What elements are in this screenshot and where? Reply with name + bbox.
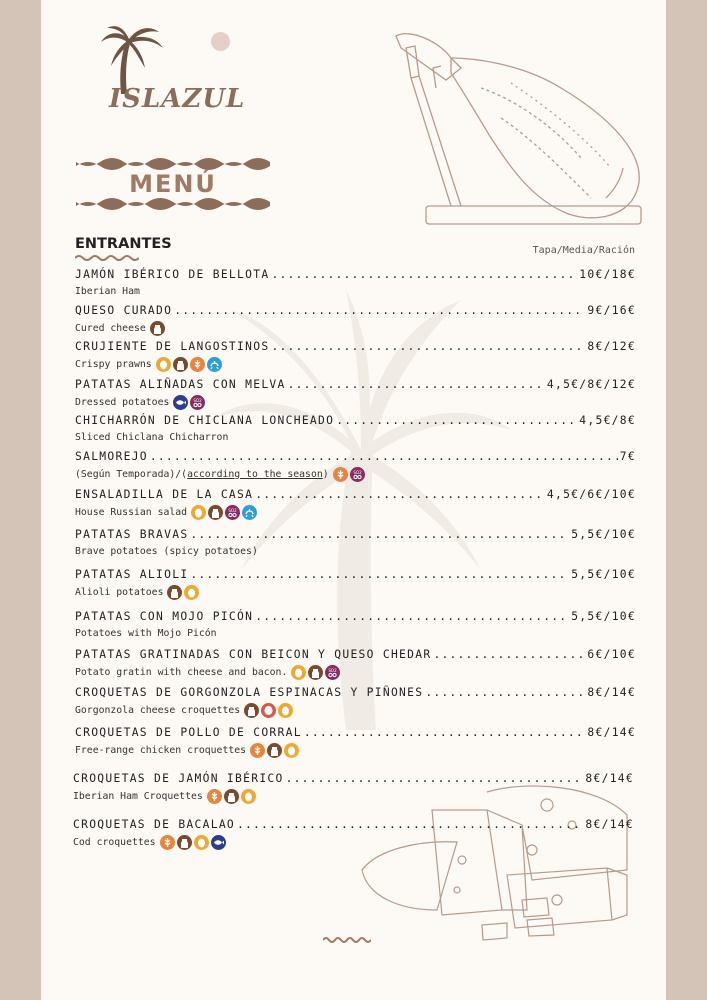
egg-icon bbox=[278, 703, 293, 718]
item-name: SALMOREJO bbox=[75, 450, 148, 463]
item-name: PATATAS CON MOJO PICÓN bbox=[75, 610, 254, 623]
fish-icon bbox=[173, 395, 188, 410]
item-price: 8€/14€ bbox=[585, 818, 634, 831]
menu-item bbox=[75, 304, 636, 336]
gluten-icon bbox=[160, 835, 175, 850]
item-name: PATATAS BRAVAS bbox=[75, 528, 189, 541]
milk-icon bbox=[224, 789, 239, 804]
menu-item bbox=[75, 648, 636, 680]
dot-leader bbox=[174, 304, 585, 318]
allergen-icons bbox=[191, 505, 257, 520]
egg-icon bbox=[184, 585, 199, 600]
item-description: Potatoes with Mojo Picón bbox=[75, 628, 217, 639]
svg-text:SO2: SO2 bbox=[193, 398, 202, 403]
menu-item bbox=[75, 568, 636, 600]
item-description: Iberian Ham bbox=[75, 286, 140, 297]
allergen-icons bbox=[160, 835, 226, 850]
svg-text:SO2: SO2 bbox=[328, 668, 337, 673]
nuts-icon bbox=[261, 703, 276, 718]
dot-leader bbox=[150, 450, 618, 464]
cheese-illustration bbox=[357, 780, 637, 945]
item-description: Brave potatoes (spicy potatoes) bbox=[75, 546, 258, 557]
item-price: 9€/16€ bbox=[587, 304, 636, 317]
menu-item bbox=[75, 488, 636, 520]
item-name: CRUJIENTE DE LANGOSTINOS bbox=[75, 340, 270, 353]
gluten-icon bbox=[250, 743, 265, 758]
milk-icon bbox=[208, 505, 223, 520]
item-name: CROQUETAS DE JAMÓN IBÉRICO bbox=[73, 772, 284, 785]
menu-item bbox=[73, 772, 634, 804]
item-description: Potato gratin with cheese and bacon. bbox=[75, 666, 288, 678]
dot-leader bbox=[190, 528, 569, 542]
egg-icon bbox=[191, 505, 206, 520]
item-description: Sliced Chiclana Chicharron bbox=[75, 432, 229, 443]
item-description: Alioli potatoes bbox=[75, 586, 164, 598]
item-description: Cod croquettes bbox=[73, 836, 156, 848]
item-description: Iberian Ham Croquettes bbox=[73, 790, 203, 802]
allergen-icons bbox=[173, 395, 205, 410]
dot-leader bbox=[288, 378, 545, 392]
item-description: Dressed potatoes bbox=[75, 396, 170, 408]
menu-item bbox=[75, 414, 636, 445]
item-description-prefix: (Según Temporada)/( bbox=[75, 468, 188, 480]
allergen-icons bbox=[244, 703, 293, 718]
svg-text:SO2: SO2 bbox=[228, 508, 237, 513]
item-price: 5,5€/10€ bbox=[571, 610, 636, 623]
menu-item bbox=[75, 378, 636, 410]
egg-icon bbox=[284, 743, 299, 758]
allergen-icons bbox=[250, 743, 299, 758]
sulphites-icon bbox=[350, 467, 365, 482]
menu-item bbox=[75, 450, 636, 482]
dot-leader bbox=[286, 772, 584, 786]
milk-icon bbox=[308, 665, 323, 680]
allergen-icons bbox=[291, 665, 340, 680]
dot-leader bbox=[433, 648, 585, 662]
item-name: PATATAS GRATINADAS CON BEICON Y QUESO CHEDAR bbox=[75, 648, 432, 661]
item-name: JAMÓN IBÉRICO DE BELLOTA bbox=[75, 268, 270, 281]
section-title: ENTRANTES bbox=[75, 236, 172, 252]
item-price: 10€/18€ bbox=[579, 268, 636, 281]
season-link[interactable]: according to the season bbox=[187, 468, 323, 480]
item-price: 7€ bbox=[619, 450, 636, 463]
egg-icon bbox=[194, 835, 209, 850]
allergen-icons bbox=[156, 357, 222, 372]
egg-icon bbox=[241, 789, 256, 804]
dot-leader bbox=[336, 414, 577, 428]
item-price: 4,5€/8€/12€ bbox=[546, 378, 636, 391]
item-name: PATATAS ALIÑADAS CON MELVA bbox=[75, 378, 286, 391]
section-underline bbox=[75, 254, 139, 262]
item-name: CROQUETAS DE GORGONZOLA ESPINACAS Y PIÑONES bbox=[75, 686, 424, 699]
menu-item bbox=[75, 340, 636, 372]
dot-leader bbox=[237, 818, 583, 832]
dot-leader bbox=[255, 488, 545, 502]
ham-illustration bbox=[351, 28, 651, 233]
menu-title: MENÚ bbox=[129, 170, 217, 198]
milk-icon bbox=[177, 835, 192, 850]
item-price: 8€/14€ bbox=[585, 772, 634, 785]
price-header: Tapa/Media/Ración bbox=[532, 245, 635, 256]
sulphites-icon bbox=[190, 395, 205, 410]
dot-leader bbox=[271, 268, 577, 282]
milk-icon bbox=[267, 743, 282, 758]
item-name: CROQUETAS DE POLLO DE CORRAL bbox=[75, 726, 302, 739]
decorative-dot bbox=[211, 32, 230, 51]
fish-icon bbox=[211, 835, 226, 850]
item-description: Free-range chicken croquettes bbox=[75, 744, 247, 756]
menu-item bbox=[75, 610, 636, 641]
item-description: Cured cheese bbox=[75, 322, 146, 334]
menu-page bbox=[41, 0, 666, 1000]
bottom-wave bbox=[323, 936, 371, 944]
milk-icon bbox=[244, 703, 259, 718]
item-description-suffix: ) bbox=[322, 468, 329, 480]
item-description: House Russian salad bbox=[75, 506, 188, 518]
item-name: PATATAS ALIOLI bbox=[75, 568, 189, 581]
dot-leader bbox=[190, 568, 569, 582]
menu-item bbox=[75, 686, 636, 718]
item-price: 5,5€/10€ bbox=[571, 528, 636, 541]
item-price: 8€/14€ bbox=[587, 686, 636, 699]
item-price: 4,5€/6€/10€ bbox=[546, 488, 636, 501]
gluten-icon bbox=[190, 357, 205, 372]
item-description: Crispy prawns bbox=[75, 358, 152, 370]
milk-icon bbox=[150, 321, 165, 336]
item-price: 8€/12€ bbox=[587, 340, 636, 353]
menu-item bbox=[75, 268, 636, 299]
dot-leader bbox=[255, 610, 569, 624]
crustaceans-icon bbox=[242, 505, 257, 520]
allergen-icons bbox=[167, 585, 199, 600]
menu-item bbox=[75, 528, 636, 559]
milk-icon bbox=[173, 357, 188, 372]
item-name: ENSALADILLA DE LA CASA bbox=[75, 488, 254, 501]
egg-icon bbox=[156, 357, 171, 372]
sulphites-icon bbox=[325, 665, 340, 680]
menu-item bbox=[75, 726, 636, 758]
sulphites-icon bbox=[225, 505, 240, 520]
item-price: 5,5€/10€ bbox=[571, 568, 636, 581]
crustaceans-icon bbox=[207, 357, 222, 372]
allergen-icons bbox=[207, 789, 256, 804]
gluten-icon bbox=[207, 789, 222, 804]
gluten-icon bbox=[333, 467, 348, 482]
allergen-icons bbox=[150, 321, 165, 336]
item-name: CROQUETAS DE BACALAO bbox=[73, 818, 236, 831]
item-price: 8€/14€ bbox=[587, 726, 636, 739]
brand-name: ISLAZUL bbox=[109, 84, 246, 114]
item-name: QUESO CURADO bbox=[75, 304, 173, 317]
dot-leader bbox=[271, 340, 585, 354]
egg-icon bbox=[291, 665, 306, 680]
allergen-icons bbox=[333, 467, 365, 482]
item-price: 4,5€/8€ bbox=[579, 414, 636, 427]
milk-icon bbox=[167, 585, 182, 600]
item-name: CHICHARRÓN DE CHICLANA LONCHEADO bbox=[75, 414, 335, 427]
svg-text:SO2: SO2 bbox=[353, 470, 362, 475]
item-description: Gorgonzola cheese croquettes bbox=[75, 704, 241, 716]
dot-leader bbox=[304, 726, 586, 740]
item-price: 6€/10€ bbox=[587, 648, 636, 661]
dot-leader bbox=[425, 686, 585, 700]
menu-item bbox=[73, 818, 634, 850]
